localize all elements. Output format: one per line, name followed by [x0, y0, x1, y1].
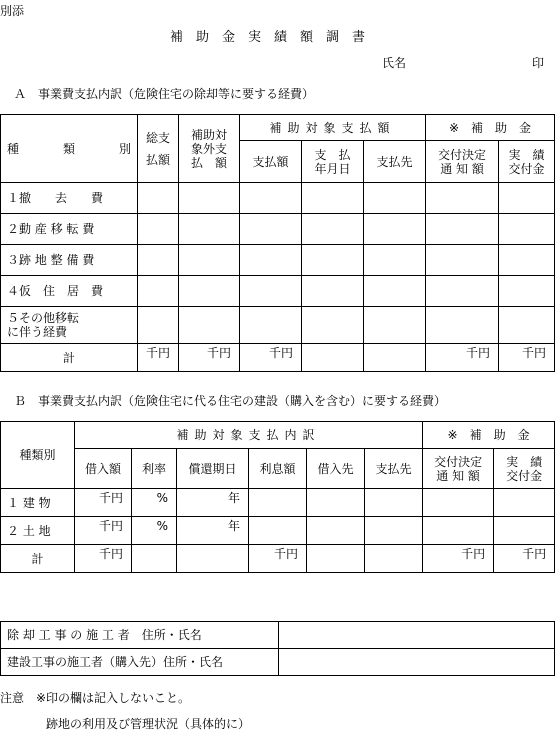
header-type: 種 類 別 — [1, 115, 138, 183]
unit-label: 年 — [177, 517, 249, 545]
demolition-contractor-label: 除 却 工 事 の 施 工 者 住所・氏名 — [1, 622, 279, 649]
page-title: 補助金実績額調書 — [170, 30, 379, 45]
unit-label: 千円 — [423, 545, 494, 573]
header-interest-rate: 利率 — [132, 449, 177, 489]
unit-label: 千円 — [249, 545, 307, 573]
header-subsidy-group: 補助対象支払額 — [240, 115, 426, 141]
header-grant-group: ※ 補 助 金 — [426, 115, 555, 141]
header-payee: 支払先 — [365, 449, 423, 489]
header-repayment-date: 償還期日 — [177, 449, 249, 489]
note-text: 注意 ※印の欄は記入しないこと。 — [0, 691, 191, 705]
header-type: 種類別 — [1, 422, 75, 489]
unit-label: 千円 — [75, 489, 132, 517]
total-label: 計 — [1, 344, 138, 372]
unit-label: 千円 — [240, 344, 302, 372]
contractor-table — [0, 621, 555, 676]
total-label: 計 — [1, 545, 75, 573]
section-a-heading: Ａ 事業費支払内訳（危険住宅の除却等に要する経費） — [14, 87, 315, 101]
section-a-table — [0, 114, 555, 372]
unit-label: 千円 — [138, 344, 179, 372]
header-actual-grant: 実 績 交付金 — [499, 141, 555, 183]
header-notice-amount: 交付決定 通 知 額 — [426, 141, 499, 183]
row-label: １撤 去 費 — [1, 183, 138, 214]
row-label: ３跡 地 整 備 費 — [1, 245, 138, 276]
header-interest-amount: 利息額 — [249, 449, 307, 489]
row-label: １ 建 物 — [1, 489, 75, 517]
unit-label: % — [132, 489, 177, 517]
header-payee: 支払先 — [364, 141, 426, 183]
construction-contractor-label: 建設工事の施工者（購入先）住所・氏名 — [1, 649, 279, 676]
site-usage-label: 跡地の利用及び管理状況（具体的に） — [46, 717, 251, 731]
name-label: 氏名 — [382, 56, 407, 70]
header-actual-grant: 実 績 交付金 — [494, 449, 555, 489]
unit-label: 千円 — [75, 545, 132, 573]
construction-contractor-field[interactable] — [279, 649, 555, 676]
attachment-label: 別添 — [0, 4, 25, 18]
header-pay-date: 支 払 年月日 — [302, 141, 364, 183]
row-label: ２ 土 地 — [1, 517, 75, 545]
header-total-payment: 総支 払額 — [138, 115, 179, 183]
unit-label: 年 — [177, 489, 249, 517]
unit-label: 千円 — [499, 344, 555, 372]
unit-label: % — [132, 517, 177, 545]
seal-mark: 印 — [532, 56, 545, 70]
unit-label: 千円 — [75, 517, 132, 545]
header-grant-group: ※ 補 助 金 — [423, 422, 555, 449]
row-label: ５その他移転 に伴う経費 — [1, 307, 138, 344]
unit-label: 千円 — [426, 344, 499, 372]
demolition-contractor-field[interactable] — [279, 622, 555, 649]
header-pay-amount: 支払額 — [240, 141, 302, 183]
header-notice-amount: 交付決定 通 知 額 — [423, 449, 494, 489]
header-subsidy-group: 補助対象支払内訳 — [75, 422, 423, 449]
section-b-heading: Ｂ 事業費支払内訳（危険住宅に代る住宅の建設（購入を含む）に要する経費） — [14, 394, 447, 408]
header-loan-amount: 借入額 — [75, 449, 132, 489]
row-label: ２動 産 移 転 費 — [1, 214, 138, 245]
unit-label: 千円 — [179, 344, 240, 372]
header-non-subsidy: 補助対 象外支 払 額 — [179, 115, 240, 183]
header-lender: 借入先 — [307, 449, 365, 489]
row-label: ４仮 住 居 費 — [1, 276, 138, 307]
unit-label: 千円 — [494, 545, 555, 573]
section-b-table — [0, 421, 555, 573]
